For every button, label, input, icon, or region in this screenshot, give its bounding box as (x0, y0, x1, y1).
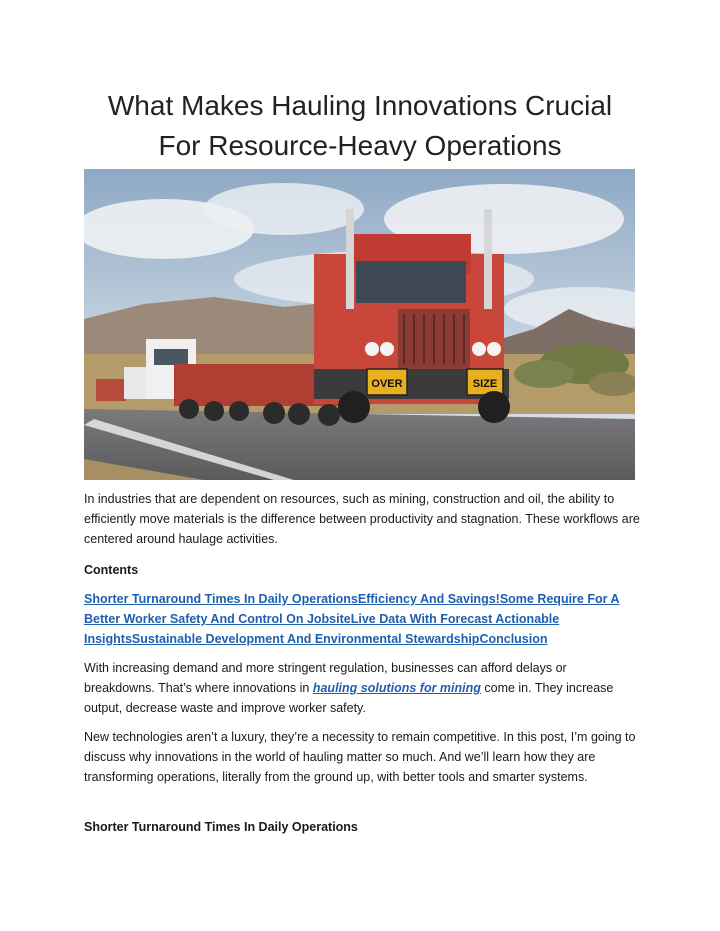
page-title (60, 86, 660, 166)
section-heading: Shorter Turnaround Times In Daily Operations (84, 820, 358, 834)
hero-image (84, 169, 635, 480)
hauling-solutions-link[interactable]: hauling solutions for mining (312, 681, 481, 695)
contents-heading: Contents (84, 563, 139, 577)
title-line-1: What Makes Hauling Innovations Crucial (107, 90, 613, 121)
sign-over: OVER (371, 378, 403, 390)
paragraph-hauling-text-end: come in. They increase output, decrease waste and improve worker safety. (84, 681, 614, 715)
paragraph-hauling-text-start: With increasing demand and more stringent regulation, businesses can afford delays or breakdowns. That’s where innovations in (84, 661, 567, 695)
intro-paragraph: In industries that are dependent on resources, such as mining, construction and oil, the ability to efficiently move materials is the difference between productivity and stagnation. These workflows are centered around haulage activities. (84, 492, 640, 546)
table-of-contents (84, 589, 640, 649)
paragraph-hauling (84, 658, 640, 718)
title-line-2: For Resource-Heavy Operations (158, 130, 562, 161)
sign-size: SIZE (472, 378, 498, 390)
paragraph-new-technologies: New technologies aren’t a luxury, they’re a necessity to remain competitive. In this post, I’m going to discuss why innovations in the world of hauling matter so much. And we’ll learn how they are transforming operations, literally from the ground up, with better tools and smarter systems. (84, 730, 636, 784)
toc-links[interactable]: Shorter Turnaround Times In Daily OperationsEfficiency And Savings!Some Require For A Better Worker Safety And Control On JobsiteLive Data With Forecast Actionable InsightsSustainable Development And Environmental StewardshipConclusion (84, 592, 620, 646)
